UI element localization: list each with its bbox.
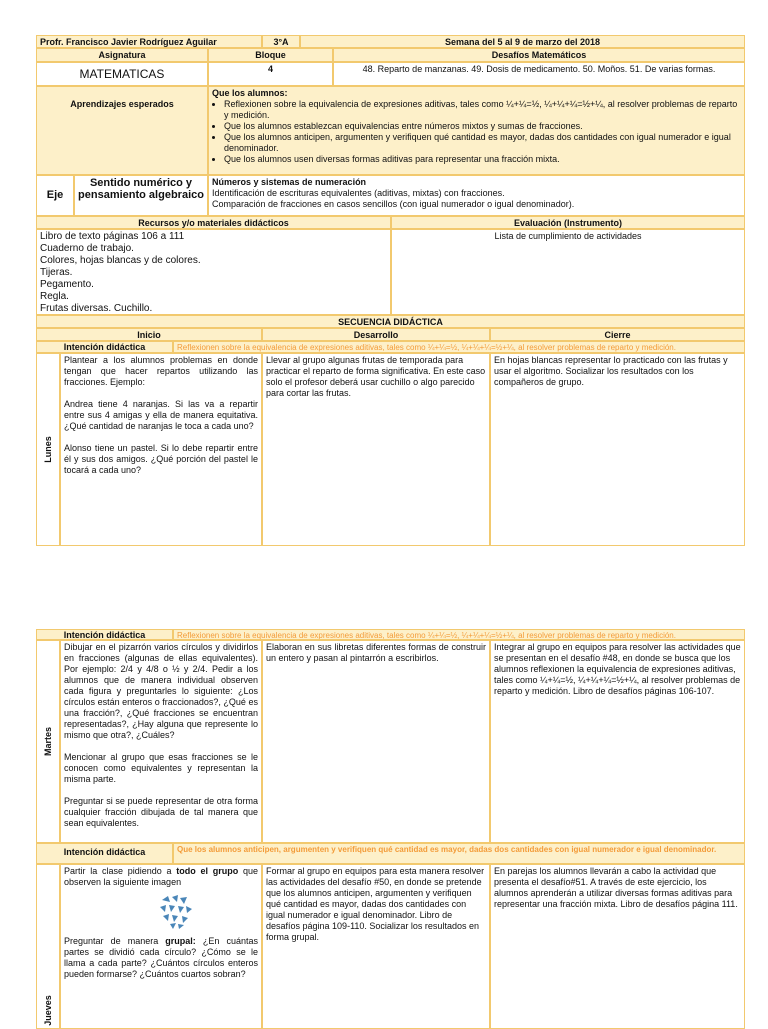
intencion-label: Intención didáctica: [36, 629, 173, 640]
desafios-header: Desafíos Matemáticos: [333, 48, 745, 62]
resource-item: Colores, hojas blancas y de colores.: [40, 255, 201, 266]
plan-table-top: [36, 35, 745, 546]
lunes-inicio-problem-2: Alonso tiene un pastel. Si lo debe repartir entre él y sus dos amigos. ¿Qué porción del pastel le tocará a cada uno?: [64, 443, 258, 475]
day-label-martes: Martes: [36, 640, 60, 843]
subject-name: MATEMATICAS: [36, 62, 208, 86]
sequence-title: SECUENCIA DIDÁCTICA: [36, 315, 745, 328]
intencion-text: Reflexionen sobre la equivalencia de expresiones aditivas, tales como ¼+¼=½, ¼+¼+¼=½+¼, al resolver problemas de reparto y medición.: [173, 629, 745, 640]
sequence-title-row: [36, 315, 745, 328]
column-headers-row: [36, 48, 745, 62]
header-row: [36, 35, 745, 48]
martes-inicio-explanation: Mencionar al grupo que esas fracciones se le conocen como equivalentes y representan la misma parte.: [64, 752, 258, 784]
eje-row: [36, 175, 745, 216]
asignatura-header: Asignatura: [36, 48, 208, 62]
resources-list: [36, 229, 391, 315]
aprendizajes-list: [212, 99, 741, 165]
intencion-text: Reflexionen sobre la equivalencia de expresiones aditivas, tales como ¼+¼=½, ¼+¼+¼=½+¼, al resolver problemas de reparto y medición.: [173, 341, 745, 353]
eje-label: Eje: [36, 175, 74, 216]
jueves-cierre: En parejas los alumnos llevarán a cabo la actividad que presenta el desafío#51. A través de este ejercicio, los alumnos aprenderán a utilizar diversas formas aditivas para representar una fracción mixta. Libro de desafíos página 111.: [490, 864, 745, 1029]
intencion-label: Intención didáctica: [36, 843, 173, 864]
intencion-label: Intención didáctica: [36, 341, 173, 353]
jueves-inicio-questions: Preguntar de manera grupal: ¿En cuántas partes se dividió cada círculo? ¿Cómo se le llama a cada parte? ¿Cuántos círculos enteros pueden formarse? ¿Cuántos cuartos sobran?: [64, 936, 258, 979]
teacher-name: Profr. Francisco Javier Rodríguez Aguilar: [36, 35, 262, 48]
martes-inicio-intro: Dibujar en el pizarrón varios círculos y dividirlos en fracciones (algunas de ellas equivalentes). Por ejemplo: 2/4 y 4/8 o ½ y 2/4. Pedir a los alumnos que de manera individual observen cada figura y preguntarles lo siguiente: ¿Los círculos están enteros o fraccionados?, ¿Qué es una fracción?, ¿Qué fracciones se encuentran representadas?, ¿Hay alguna que represente lo mismo que otra?, ¿Cuáles?: [64, 642, 258, 740]
block-number: 4: [208, 62, 333, 86]
martes-desarrollo: Elaboran en sus libretas diferentes formas de construir un entero y pasan al pintarrón a escribirlos.: [262, 640, 490, 843]
intencion-text: Que los alumnos anticipen, argumenten y verifiquen qué cantidad es mayor, dadas dos cantidades con igual numerador e igual denominador.: [173, 843, 745, 864]
resource-item: Pegamento.: [40, 279, 94, 290]
lunes-inicio-problem-1: Andrea tiene 4 naranjas. Si las va a repartir entre sus 4 amigas y ella de manera equitativa. ¿Qué cantidad de naranjas le toca a cada uno?: [64, 399, 258, 431]
challenges-list: 48. Reparto de manzanas. 49. Dosis de medicamento. 50. Moños. 51. De varias formas.: [333, 62, 745, 86]
eje-content: [208, 175, 745, 216]
desarrollo-header: Desarrollo: [262, 328, 490, 341]
inicio-header: Inicio: [36, 328, 262, 341]
resources-header-row: [36, 216, 745, 229]
eje-title: Números y sistemas de numeración: [212, 177, 367, 187]
aprendizajes-label: Aprendizajes esperados: [36, 86, 208, 175]
day-label-lunes: Lunes: [36, 353, 60, 546]
jueves-inicio-intro: Partir la clase pidiendo a todo el grupo que observen la siguiente imagen: [64, 866, 258, 887]
fraction-pieces-image: [158, 894, 194, 930]
lunes-row: [36, 353, 745, 546]
resources-header: Recursos y/o materiales didácticos: [36, 216, 391, 229]
aprendizajes-row: [36, 86, 745, 175]
intencion-row-2: [36, 843, 745, 864]
bloque-header: Bloque: [208, 48, 333, 62]
cierre-header: Cierre: [490, 328, 745, 341]
resource-item: Frutas diversas. Cuchillo.: [40, 303, 153, 314]
jueves-desarrollo: Formar al grupo en equipos para esta manera resolver las actividades del desafío #50, en donde se pretende que los alumnos anticipen, argumenten y verifiquen qué cantidad es mayor, dadas dos cantidades con igual numerador e igual denominador. Libro de desafíos página 109-110. Socializar los resultados en forma grupal.: [262, 864, 490, 1029]
eje-line-2: Comparación de fracciones en casos sencillos (con igual numerador o igual denominador).: [212, 199, 575, 209]
lunes-cierre: En hojas blancas representar lo practicado con las frutas y usar el algoritmo. Socializar los resultados con los compañeros de grupo.: [490, 353, 745, 546]
aprendizaje-item: • Que los alumnos establezcan equivalencias entre números mixtos y sumas de fracciones.: [224, 121, 741, 132]
evaluation-value: Lista de cumplimiento de actividades: [391, 229, 745, 315]
resource-item: Regla.: [40, 291, 69, 302]
resource-item: Cuaderno de trabajo.: [40, 243, 134, 254]
week-range: Semana del 5 al 9 de marzo del 2018: [300, 35, 745, 48]
eje-line-1: Identificación de escrituras equivalentes (aditivas, mixtas) con fracciones.: [212, 188, 505, 198]
day-label-jueves: Jueves: [36, 864, 60, 1029]
subject-row: [36, 62, 745, 86]
plan-table-bottom: [36, 629, 745, 1029]
martes-cierre: Integrar al grupo en equipos para resolver las actividades que se presentan en el desafío #48, en donde se busca que los alumnos reflexionen la equivalencia de expresiones aditivas, tales como ¼+¼=½, ¼+¼+¼=½+¼, al resolver problemas de reparto y medición. Libro de desafíos páginas 106-107.: [490, 640, 745, 843]
resources-row: [36, 229, 745, 315]
eje-value: Sentido numérico y pensamiento algebraico: [74, 175, 208, 216]
lunes-desarrollo: Llevar al grupo algunas frutas de temporada para practicar el reparto de forma significativa. En este caso solo el profesor deberá usar cuchillo o algo parecido para cortar las frutas.: [262, 353, 490, 546]
jueves-row: [36, 864, 745, 1029]
grade: 3°A: [262, 35, 300, 48]
lunes-inicio: [60, 353, 262, 546]
evaluation-header: Evaluación (Instrumento): [391, 216, 745, 229]
lunes-inicio-intro: Plantear a los alumnos problemas en donde tengan que hacer repartos utilizando las fracciones. Ejemplo:: [64, 355, 258, 387]
aprendizaje-item: • Reflexionen sobre la equivalencia de expresiones aditivas, tales como ¼+¼=½, ¼+¼+¼=½+¼, al resolver problemas de reparto y medición.: [224, 99, 741, 121]
aprendizaje-item: • Que los alumnos anticipen, argumenten y verifiquen qué cantidad es mayor, dadas dos cantidades con igual numerador e igual denominador.: [224, 132, 741, 154]
aprendizaje-item: • Que los alumnos usen diversas formas aditivas para representar una fracción mixta.: [224, 154, 741, 165]
martes-row: [36, 640, 745, 843]
intencion-row: [36, 341, 745, 353]
resource-item: Tijeras.: [40, 267, 73, 278]
martes-inicio-question: Preguntar si se puede representar de otra forma cualquier fracción dibujada de tal manera que sean equivalentes.: [64, 796, 258, 828]
jueves-inicio: [60, 864, 262, 1029]
resource-item: Libro de texto páginas 106 a 111: [40, 231, 185, 242]
intencion-row: [36, 629, 745, 640]
sequence-columns-row: [36, 328, 745, 341]
aprendizajes-content: [208, 86, 745, 175]
aprendizajes-intro: Que los alumnos:: [212, 88, 288, 98]
martes-inicio: [60, 640, 262, 843]
